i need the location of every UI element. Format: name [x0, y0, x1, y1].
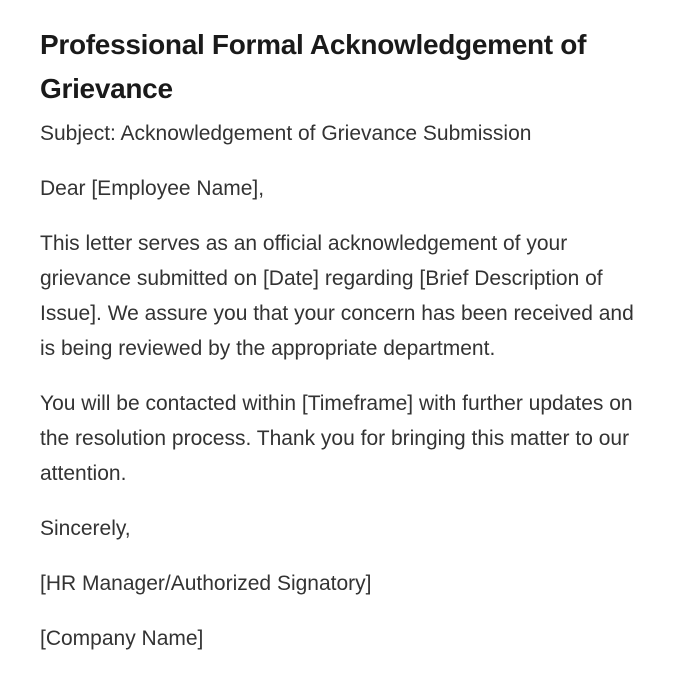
salutation: Dear [Employee Name],	[40, 177, 265, 200]
body-paragraph-1: This letter serves as an official acknowledgement of your grievance submitted on [Date] regarding [Brief Description of Issue]. We assure you that your concern has been received and is being reviewed by the appropriate department.	[40, 232, 634, 360]
document-title: Professional Formal Acknowledgement of Grievance	[40, 29, 587, 104]
body-paragraph-2: You will be contacted within [Timeframe] with further updates on the resolution process. Thank you for bringing this matter to our attention.	[40, 392, 633, 485]
company-placeholder: [Company Name]	[40, 627, 204, 650]
closing: Sincerely,	[40, 517, 131, 540]
signature-placeholder: [HR Manager/Authorized Signatory]	[40, 572, 372, 595]
subject-line: Subject: Acknowledgement of Grievance Submission	[40, 122, 532, 145]
